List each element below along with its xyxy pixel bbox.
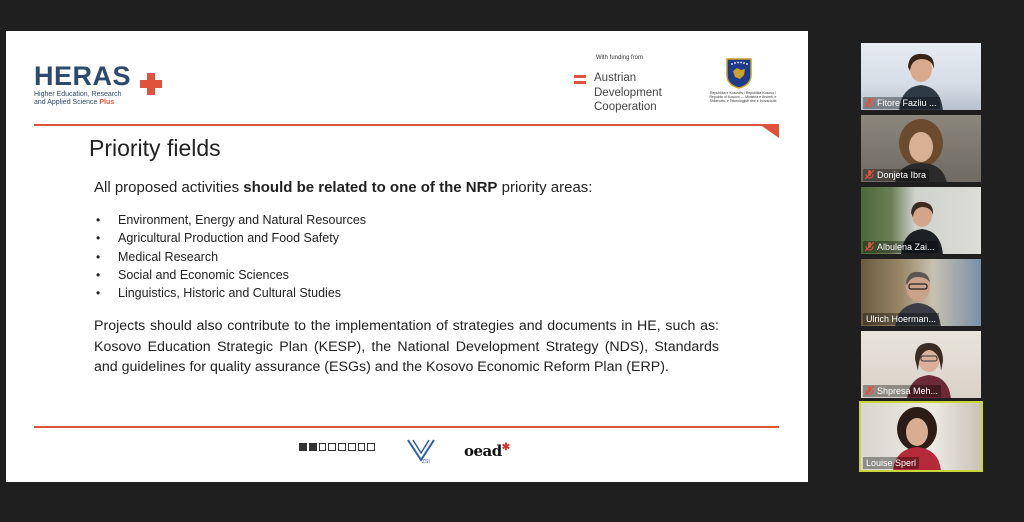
participant-nameplate [863, 385, 941, 397]
participant-tile[interactable] [861, 115, 981, 182]
participant-nameplate [863, 97, 940, 109]
lead-sentence [94, 179, 592, 196]
priority-list [96, 211, 366, 302]
lead-start: All proposed activities [94, 179, 244, 196]
participant-nameplate [863, 241, 938, 253]
participant-tile[interactable] [861, 43, 981, 110]
mic-muted-icon [865, 170, 874, 180]
header-divider [34, 124, 779, 126]
ada-line3: Cooperation [594, 101, 657, 113]
participant-name: Shpresa Meh... [877, 386, 939, 396]
participant-name: Louise Sperl [866, 458, 917, 468]
list-item: • Environment, Energy and Natural Resources [96, 211, 366, 229]
lead-bold: should be related to one of the NRP [243, 179, 498, 196]
oead-logo-text: oead [464, 442, 502, 460]
heras-logo [34, 61, 174, 111]
oead-logo [464, 442, 510, 460]
kosovo-caption: Republika e Kosovës / Republika Kosovo / Republic of Kosovo — Ministria e Arsimit, e Shkencës, e Teknologjisë dhe e Inovacionit [709, 91, 777, 104]
funding-label: With funding from [596, 55, 644, 61]
ada-line1: Austrian [594, 72, 637, 84]
list-item: • Social and Economic Sciences [96, 266, 366, 284]
list-item: • Medical Research [96, 248, 366, 266]
slide-title: Priority fields [89, 135, 221, 161]
heras-wordmark: HERAS [34, 61, 132, 91]
heras-tagline-line2: and Applied Science [34, 99, 98, 106]
body-paragraph: Projects should also contribute to the implementation of strategies and documents in HE, such as: Kosovo Education Strategic Plan (KESP), the National Development Strategy (NDS), Standards and guidelines for quality assurance (ESGs) and the Kosovo Economic Reform Plan (ERP). [94, 318, 719, 375]
mic-muted-icon [865, 98, 874, 108]
partner-logo-grid [299, 443, 375, 457]
participant-name: Fitore Fazliu ... [877, 98, 937, 108]
participant-tile[interactable] [861, 331, 981, 398]
participant-name: Ulrich Hoerman... [866, 314, 937, 324]
header-divider-tab [759, 124, 779, 138]
participant-nameplate [863, 457, 919, 469]
austria-flag-icon [574, 75, 586, 85]
participant-name: Donjeta Ibra [877, 170, 927, 180]
participant-nameplate [863, 313, 939, 325]
ada-logo-text [594, 71, 684, 115]
mic-muted-icon [865, 386, 874, 396]
participant-tile-active-speaker[interactable] [861, 403, 981, 470]
heras-tagline-plus: Plus [99, 99, 115, 106]
footer-divider [34, 426, 779, 428]
heras-tagline [34, 91, 154, 107]
zsi-logo-icon [406, 438, 436, 464]
kosovo-emblem-icon [724, 57, 754, 89]
shared-slide [6, 31, 808, 482]
participant-tile[interactable] [861, 259, 981, 326]
ada-line2: Development [594, 86, 662, 99]
zsi-logo-caption: ZSI [422, 459, 430, 464]
lead-end: priority areas: [497, 179, 593, 196]
participant-nameplate [863, 169, 929, 181]
participant-tile[interactable] [861, 187, 981, 254]
list-item: • Agricultural Production and Food Safety [96, 229, 366, 247]
heras-tagline-line1: Higher Education, Research [34, 91, 122, 98]
mic-muted-icon [865, 242, 874, 252]
participant-name: Albulena Zai... [877, 242, 935, 252]
list-item: • Linguistics, Historic and Cultural Studies [96, 284, 366, 302]
oead-star-icon: ✱ [501, 442, 510, 453]
